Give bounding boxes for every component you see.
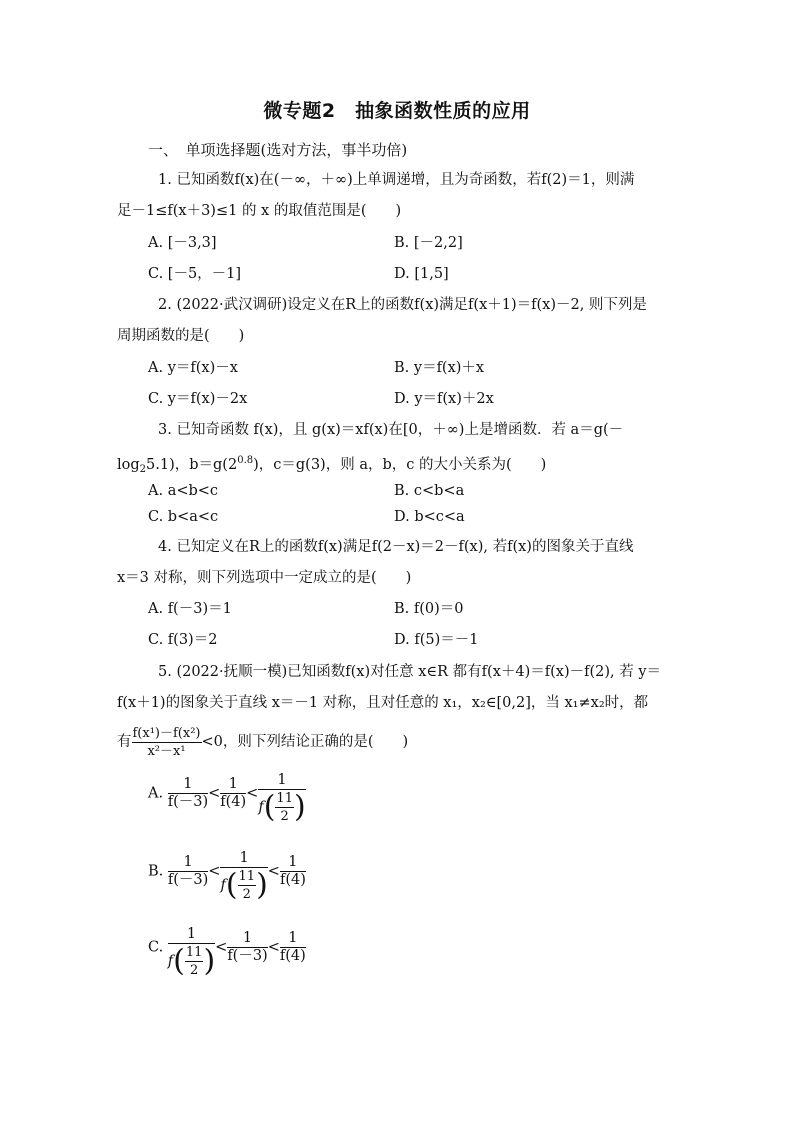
numerator: 11 — [185, 945, 203, 960]
q1-option-d[interactable]: D. [1,5] — [394, 266, 449, 282]
q5-c-frac-1 — [168, 926, 215, 979]
numerator: 1 — [227, 930, 267, 948]
numerator: 1 — [258, 772, 305, 790]
q3-log-base: 2 — [139, 464, 147, 475]
q5-stem-line3 — [117, 724, 408, 760]
q5-prefix: 有 — [117, 734, 132, 750]
q5-a-frac-1 — [168, 776, 208, 811]
q2-option-c[interactable]: C. y＝f(x)－2x — [148, 391, 248, 407]
section-heading: 一、 单项选择题(选对方法，事半功倍) — [148, 141, 408, 159]
q5-fraction-denominator: x²－x¹ — [147, 743, 186, 759]
page-title: 微专题2 抽象函数性质的应用 — [263, 100, 531, 122]
q2-option-b[interactable]: B. y＝f(x)＋x — [394, 360, 485, 376]
q1-option-c[interactable]: C. [－5，－1] — [148, 266, 242, 282]
q5-option-a-label: A. — [148, 785, 164, 802]
q1-stem-line1: 1. 已知函数f(x)在(－∞，＋∞)上单调递增，且为奇函数，若f(2)＝1，则满 — [158, 172, 635, 188]
q3-option-d[interactable]: D. b<c<a — [394, 509, 465, 525]
q3-text-c: )，c＝g(3)，则 a，b，c 的大小关系为( ) — [253, 457, 547, 473]
denominator: f(4) — [220, 794, 247, 810]
q5-inequality-fraction — [132, 725, 202, 760]
f-symbol: f — [167, 953, 174, 970]
denominator: f(－3) — [167, 872, 209, 888]
q3-stem-line2 — [117, 451, 546, 480]
q5-option-c[interactable] — [148, 926, 306, 979]
q3-log-text: log — [117, 457, 140, 473]
less-than: < — [267, 939, 280, 956]
denominator: 2 — [280, 809, 289, 824]
denominator: f( $\frac{11}{2}$ ) — [258, 789, 306, 825]
q5-c-frac-3 — [280, 930, 306, 965]
q1-option-b[interactable]: B. [－2,2] — [394, 235, 463, 251]
q5-b-frac-3 — [280, 854, 306, 889]
denominator: f(－3) — [167, 794, 209, 810]
q2-stem-line1: 2. (2022·武汉调研)设定义在R上的函数f(x)满足f(x＋1)＝f(x)－2, 则下列是 — [158, 297, 647, 313]
denominator: f( $\frac{11}{2}$ ) — [167, 943, 216, 979]
q3-exponent: 0.8 — [237, 455, 254, 466]
q5-option-b-label: B. — [148, 863, 164, 880]
denominator: f(4) — [279, 872, 306, 888]
q2-option-d[interactable]: D. y＝f(x)＋2x — [394, 391, 494, 407]
numerator: 1 — [280, 854, 306, 872]
numerator: 1 — [168, 776, 208, 794]
q4-stem-line2: x＝3 对称，则下列选项中一定成立的是( ) — [117, 570, 412, 586]
q5-b-frac-1 — [168, 854, 208, 889]
q2-stem-line2: 周期函数的是( ) — [117, 328, 245, 344]
q3-option-b[interactable]: B. c<b<a — [394, 483, 465, 499]
q5-b-frac-2 — [220, 850, 267, 903]
q5-option-a[interactable] — [148, 772, 306, 825]
q5-stem-line2: f(x＋1)的图象关于直线 x＝－1 对称，且对任意的 x₁，x₂∈[0,2]，当 x₁≠x₂时，都 — [117, 695, 649, 711]
q4-option-d[interactable]: D. f(5)＝－1 — [394, 632, 479, 648]
numerator: 11 — [276, 791, 293, 806]
denominator: f(－3) — [227, 948, 268, 964]
less-than: < — [208, 785, 221, 802]
q5-a-frac-3 — [258, 772, 305, 825]
numerator: 1 — [280, 930, 306, 948]
q5-fraction-numerator: f(x¹)－f(x²) — [132, 725, 201, 741]
q4-option-a[interactable]: A. f(－3)＝1 — [148, 601, 232, 617]
less-than: < — [246, 785, 259, 802]
denominator: 2 — [242, 887, 251, 902]
q3-text-b: 5.1)，b＝g(2 — [146, 457, 238, 473]
less-than: < — [267, 863, 280, 880]
q1-stem-line2: 足－1≤f(x＋3)≤1 的 x 的取值范围是( ) — [117, 203, 402, 219]
q5-stem-line1: 5. (2022·抚顺一模)已知函数f(x)对任意 x∈R 都有f(x＋4)＝f(x)－f(2), 若 y＝ — [158, 664, 662, 680]
less-than: < — [215, 939, 228, 956]
q5-option-c-label: C. — [148, 939, 164, 956]
q3-stem-line1: 3. 已知奇函数 f(x)，且 g(x)＝xf(x)在[0，＋∞)上是增函数．若 a＝g(－ — [158, 422, 624, 438]
q4-option-c[interactable]: C. f(3)＝2 — [148, 632, 218, 648]
numerator: 1 — [168, 854, 208, 872]
numerator: 1 — [168, 926, 215, 944]
q3-option-c[interactable]: C. b<a<c — [148, 509, 219, 525]
q3-option-a[interactable]: A. a<b<c — [148, 483, 219, 499]
q1-option-a[interactable]: A. [－3,3] — [148, 235, 217, 251]
q5-c-frac-2 — [227, 930, 267, 965]
denominator: f(4) — [279, 948, 306, 964]
numerator: 1 — [220, 850, 267, 868]
numerator: 11 — [238, 869, 256, 884]
less-than: < — [208, 863, 221, 880]
f-symbol: f — [258, 799, 264, 816]
denominator: f( $\frac{11}{2}$ ) — [220, 867, 268, 903]
denominator: 2 — [190, 963, 199, 978]
q5-option-b[interactable] — [148, 850, 306, 903]
q4-stem-line1: 4. 已知定义在R上的函数f(x)满足f(2－x)＝2－f(x), 若f(x)的图象关于直线 — [158, 539, 634, 555]
q2-option-a[interactable]: A. y＝f(x)－x — [148, 360, 238, 376]
f-symbol: f — [220, 877, 226, 894]
numerator: 1 — [220, 776, 246, 794]
q4-option-b[interactable]: B. f(0)＝0 — [394, 601, 464, 617]
q5-suffix: <0，则下列结论正确的是( ) — [201, 734, 409, 750]
q5-a-frac-2 — [220, 776, 246, 811]
